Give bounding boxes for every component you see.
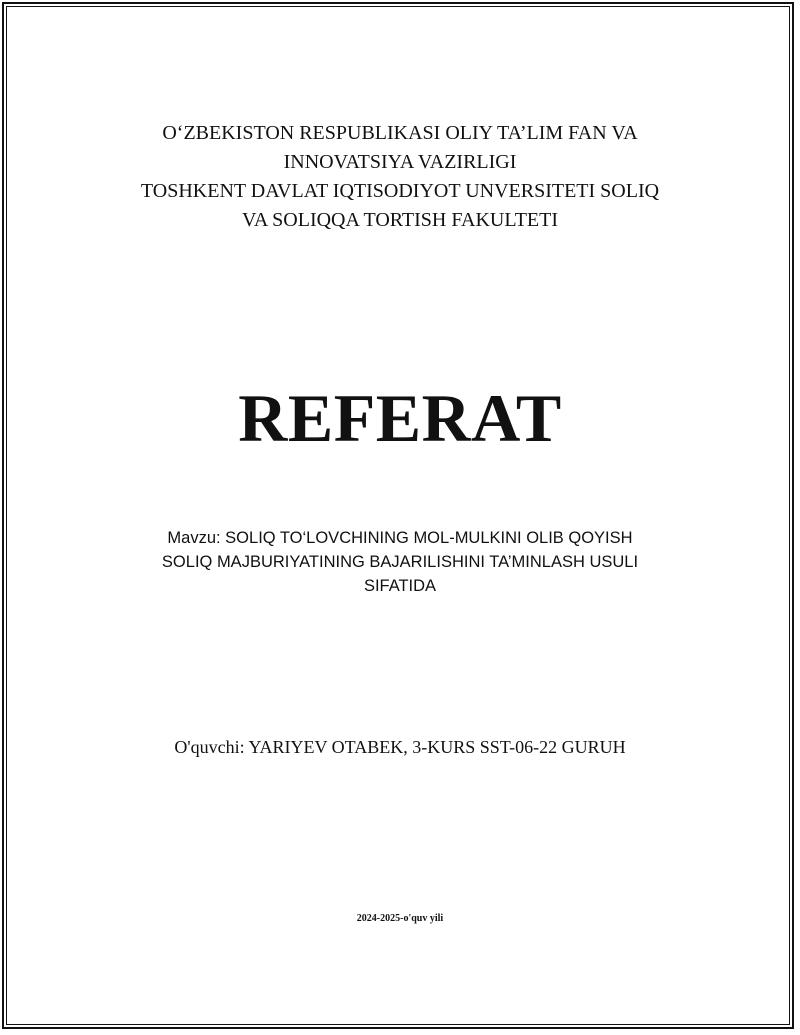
document-title: REFERAT bbox=[238, 380, 562, 456]
institution-header bbox=[0, 119, 800, 235]
topic-line: SIFATIDA bbox=[363, 577, 437, 595]
topic-line: SOLIQ MAJBURIYATINING BAJARILISHINI TA’MINLASH USULI bbox=[161, 553, 639, 571]
topic-line: Mavzu: SOLIQ TO‘LOVCHINING MOL-MULKINI OLIB QOYISH bbox=[167, 529, 633, 547]
academic-year: 2024-2025-o'quv yili bbox=[356, 913, 444, 924]
header-line: O‘ZBEKISTON RESPUBLIKASI OLIY TA’LIM FAN VA bbox=[162, 122, 638, 144]
topic bbox=[0, 526, 800, 598]
student-info: O'quvchi: YARIYEV OTABEK, 3-KURS SST-06-22 GURUH bbox=[174, 737, 626, 757]
header-line: TOSHKENT DAVLAT IQTISODIYOT UNVERSITETI SOLIQ bbox=[140, 180, 660, 202]
header-line: VA SOLIQQA TORTISH FAKULTETI bbox=[241, 209, 559, 231]
header-line: INNOVATSIYA VAZIRLIGI bbox=[283, 151, 517, 173]
